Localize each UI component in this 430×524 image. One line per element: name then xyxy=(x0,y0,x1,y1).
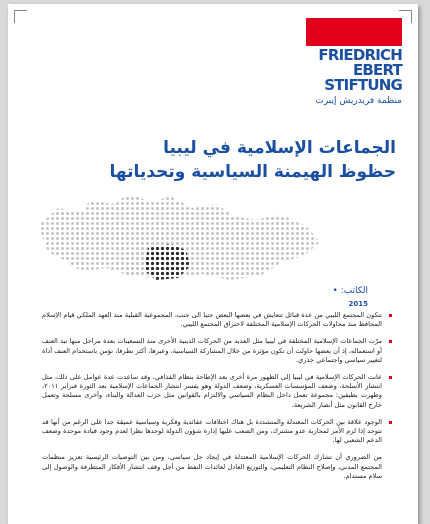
document-page xyxy=(8,4,418,524)
logo-red-bar xyxy=(306,18,402,46)
logo-arabic-name: منظمة فريدريش إيبرت xyxy=(315,96,402,106)
logo-line-1: FRIEDRICH xyxy=(318,46,402,64)
logo-line-3: STIFTUNG xyxy=(324,76,402,94)
logo-line-2: EBERT xyxy=(352,61,402,79)
fes-logo xyxy=(306,18,402,114)
summary-bullet: مرّت الجماعات الإسلامية المختلفة في ليبيا مثل العديد من الحركات الدينية الأخرى منذ التسعينات بعدة مراحل منها نبذ العنف أو استعماله، إذ أن بعضها حاولت أن تكون مؤثرة من خلال المشاركة السياسية، وعبرها، أكثر تطرفا، تؤمن باستخدام العنف أداة لتغيير سياسي واجتماعي جذري. xyxy=(42,337,382,364)
summary-bullet: عانت الحركات الإسلامية في ليبيا إلى الظهور مرة أخرى بعد الإطاحة بنظام القذافي، وقد ساعدت عدة عوامل على ذلك، مثل انتشار الأسلحة، وضعف المؤسسات العسكرية، وضعف الدولة وهو يفسر انتشار الجماعات الإسلامية بعد الثورة فبراير ٢٠١١، وظهرت بطيفين: مجموعة تعمل داخل النظام السياسي والالتزام بالقوانين مثل حزب العدالة والبناء، وأخرى مسلحة وتعمل خارج القانون مثل أنصار الشريعة. xyxy=(42,373,382,409)
title-line-1: الجماعات الإسلامية في ليبيا xyxy=(163,138,396,158)
title-line-2: حظوظ الهيمنة السياسية وتحدياتها xyxy=(109,162,396,182)
summary-paragraph: من الضروري أن تشارك الحركات الإسلامية المعتدلة في إيجاد حل سياسي، ومن بين التوصيات الرئيسية تعزيز منظمات المجتمع المدني، وإصلاح النظام التعليمي، والتوزيع العادل لعائدات النفط من أجل وقف انتشار الأفكار المتطرفة والوصول إلى سلام مستدام. xyxy=(42,453,382,480)
summary-bullets xyxy=(42,311,382,489)
document-title xyxy=(56,136,396,184)
summary-bullet: تتكون المجتمع الليبي من عدة قبائل تتعايش في بعضها البعض جنبا الى جنب، المجموعية القبلية منذ العهد الملكي قيام الإسلام المحافظ منذ محاولات الحركات الإسلامية المختلفة لاختراق المجتمع الليبي. xyxy=(42,311,382,329)
author-label: الكاتب: • xyxy=(332,286,368,296)
publication-year: 2015 xyxy=(348,300,368,308)
dotted-map-graphic xyxy=(20,186,330,282)
summary-bullet: الوجود علاقة بين الحركات المعتدلة والمتشددة بل هناك اختلافات عقائدية وفكرية وسياسية عميقة جدا على الرغم من أنها قد تتوحد إذا لزم الأمر لمحاربة عدو مشترك، ومن الصعب عليها إدارة شؤون الدولة لوحدها نظرا لعدم وجود قيادة موحدة وضعف الدعم الشعبي لها. xyxy=(42,417,382,445)
crop-mark-left xyxy=(14,10,27,23)
